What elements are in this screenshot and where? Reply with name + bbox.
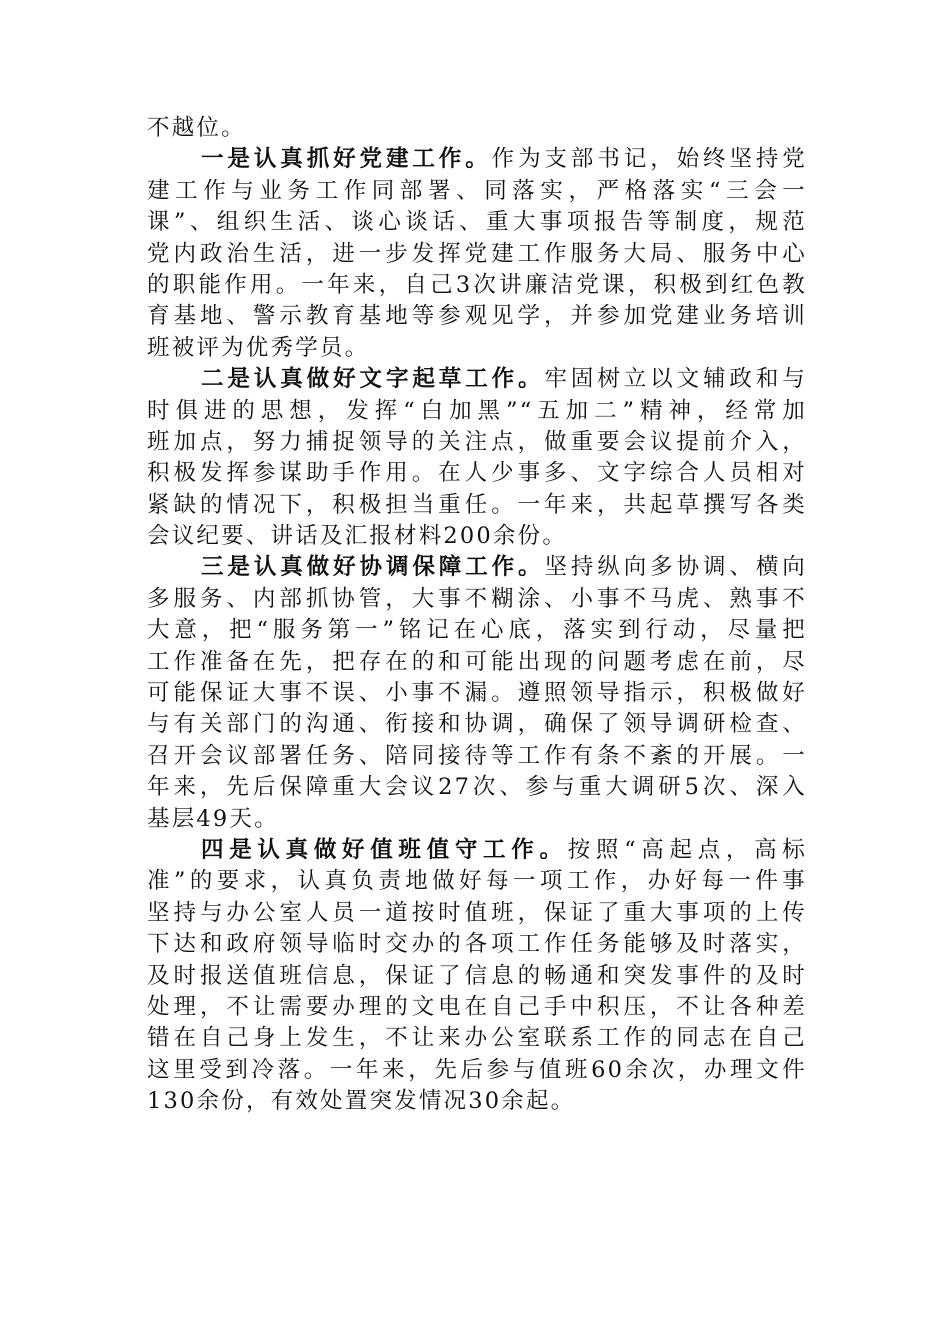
text-line: [147, 647, 807, 678]
text-line: [147, 678, 807, 709]
section-lead: 二是认真做好文字起草工作。: [201, 366, 545, 393]
line-text: 坚持与办公室人员一道按时值班，保证了重大事项的上传: [147, 899, 807, 926]
line-text: 工作准备在先，把存在的和可能出现的问题考虑在前，尽: [147, 648, 807, 675]
line-text: 准”的要求，认真负责地做好每一项工作，办好每一件事: [147, 868, 807, 895]
text-line: [147, 1086, 807, 1117]
line-text: 党内政治生活，进一步发挥党建工作服务大局、服务中心: [147, 240, 807, 267]
text-line: [147, 239, 807, 270]
line-text: 牢固树立以文辅政和与: [544, 366, 807, 393]
text-line: [147, 1023, 807, 1054]
line-text: 课”、组织生活、谈心谈话、重大事项报告等制度，规范: [147, 209, 807, 236]
text-line: [147, 270, 807, 301]
line-text: 130余份，有效处置突发情况30余起。: [147, 1088, 576, 1115]
text-line: [147, 1055, 807, 1086]
paragraph-heading-line: [147, 552, 807, 583]
line-text: 大意，把“服务第一”铭记在心底，落实到行动，尽量把: [147, 617, 807, 644]
line-text: 紧缺的情况下，积极担当重任。一年来，共起草撰写各类: [147, 491, 807, 518]
line-text: 基层49天。: [147, 805, 279, 832]
text-line: [147, 301, 807, 332]
document-body: [147, 113, 807, 1118]
text-line: [147, 521, 807, 552]
section-lead: 四是认真做好值班值守工作。: [201, 836, 568, 863]
line-text: 这里受到冷落。一年来，先后参与值班60余次，办理文件: [147, 1056, 807, 1083]
text-line: [147, 615, 807, 646]
line-text: 班加点，努力捕捉领导的关注点，做重要会议提前介入，: [147, 428, 807, 455]
line-text: 班被评为优秀学员。: [147, 334, 370, 361]
line-text: 处理，不让需要办理的文电在自己手中积压，不让各种差: [147, 993, 807, 1020]
line-text: 按照“高起点，高标: [567, 836, 807, 863]
section-lead: 一是认真抓好党建工作。: [201, 146, 492, 173]
text-line: [147, 709, 807, 740]
line-text: 年来，先后保障重大会议27次、参与重大调研5次、深入: [147, 774, 807, 801]
text-line: [147, 427, 807, 458]
line-text: 多服务、内部抓协管，大事不糊涂、小事不马虎、熟事不: [147, 585, 807, 612]
text-line: [147, 584, 807, 615]
text-line: [147, 898, 807, 929]
text-line: [147, 396, 807, 427]
line-text: 会议纪要、讲话及汇报材料200余份。: [147, 523, 568, 550]
line-text: 下达和政府领导临时交办的各项工作任务能够及时落实，: [147, 931, 807, 958]
paragraph-heading-line: [147, 835, 807, 866]
paragraph-heading-line: [147, 364, 807, 395]
line-text: 与有关部门的沟通、衔接和协调，确保了领导调研检查、: [147, 711, 807, 738]
text-line: [147, 490, 807, 521]
text-line: [147, 929, 807, 960]
text-line: [147, 741, 807, 772]
text-line: [147, 961, 807, 992]
line-text: 育基地、警示教育基地等参观见学，并参加党建业务培训: [147, 303, 807, 330]
section-lead: 三是认真做好协调保障工作。: [201, 554, 545, 581]
paragraph-heading-line: [147, 144, 807, 175]
text-line: [147, 113, 807, 144]
text-line: [147, 207, 807, 238]
line-text: 作为支部书记，始终坚持党: [491, 146, 808, 173]
line-text: 积极发挥参谋助手作用。在人少事多、文字综合人员相对: [147, 460, 807, 487]
line-text: 可能保证大事不误、小事不漏。遵照领导指示，积极做好: [147, 680, 807, 707]
text-line: [147, 866, 807, 897]
line-text: 时俱进的思想，发挥“白加黑”“五加二”精神，经常加: [147, 397, 807, 424]
text-line: [147, 772, 807, 803]
text-line: [147, 804, 807, 835]
line-text: 错在自己身上发生，不让来办公室联系工作的同志在自己: [147, 1025, 807, 1052]
text-line: [147, 176, 807, 207]
line-text: 的职能作用。一年来，自己3次讲廉洁党课，积极到红色教: [147, 271, 807, 298]
text-line: [147, 458, 807, 489]
line-text: 不越位。: [147, 115, 246, 141]
line-text: 坚持纵向多协调、横向: [544, 554, 807, 581]
line-text: 召开会议部署任务、陪同接待等工作有条不紊的开展。一: [147, 742, 807, 769]
text-line: [147, 992, 807, 1023]
text-line: [147, 333, 807, 364]
line-text: 及时报送值班信息，保证了信息的畅通和突发事件的及时: [147, 962, 807, 989]
line-text: 建工作与业务工作同部署、同落实，严格落实“三会一: [147, 177, 807, 204]
